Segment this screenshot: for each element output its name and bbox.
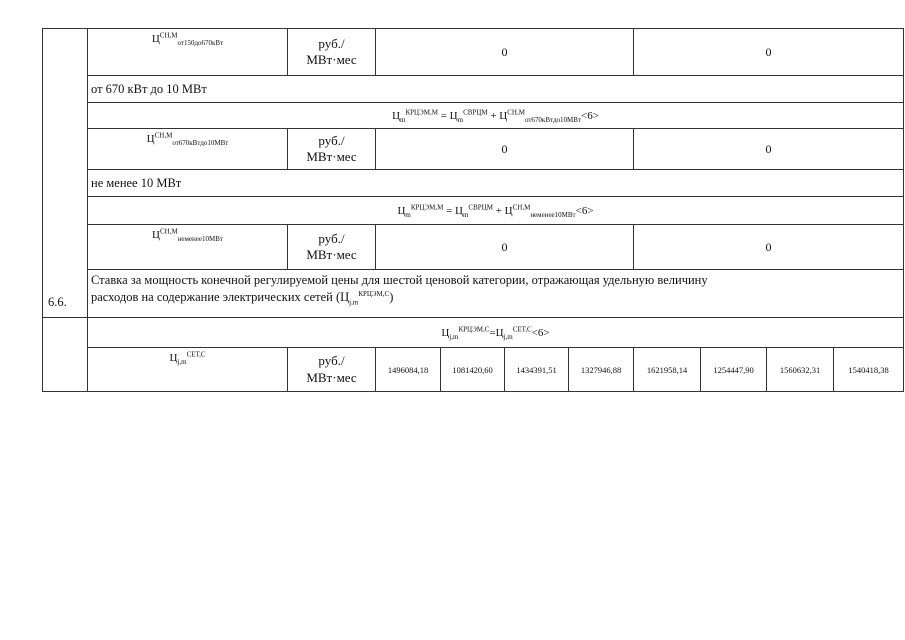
indicator-symbol: $Ц^{СН,М}_{неменее10МВт}$ <box>88 225 288 270</box>
value-cell: 0 <box>634 225 904 270</box>
section-label: от 670 кВт до 10 МВт <box>88 76 904 103</box>
indicator-symbol: $Ц_{j,m}^{СЕТ,С}$ <box>88 348 288 392</box>
row-number-cell <box>43 318 88 392</box>
table-row <box>43 29 904 76</box>
value-cell: 1081420,60 <box>441 348 505 392</box>
value-cell: 0 <box>376 29 634 76</box>
formula: $Ц_m^{КРЦЭМ,М} = Ц_m^{СВРЦМ} + Ц^{СН,М}_{от670кВтдо10МВт}<6>$ <box>88 103 904 129</box>
value-cell: 1540418,38 <box>834 348 904 392</box>
table-row <box>43 197 904 225</box>
value-cell: 1621958,14 <box>634 348 701 392</box>
formula: $Ц_m^{КРЦЭМ,М} = Ц_m^{СВРЦМ} + Ц^{СН,М}_{неменее10МВт}<6>$ <box>88 197 904 225</box>
value-cell: 0 <box>634 129 904 170</box>
value-cell: 1254447,90 <box>701 348 767 392</box>
unit-cell: руб./ МВт·мес <box>288 225 376 270</box>
value-cell: 1434391,51 <box>505 348 569 392</box>
table-row <box>43 76 904 103</box>
section-label: не менее 10 МВт <box>88 170 904 197</box>
value-cell: 0 <box>376 225 634 270</box>
row-number-cell <box>43 29 88 318</box>
value-cell: 0 <box>634 29 904 76</box>
value-cell: 1560632,31 <box>767 348 834 392</box>
formula: $Ц_{j,m}^{КРЦЭМ,С}=Ц_{j,m}^{СЕТ,С}<6>$ <box>88 318 904 348</box>
unit-cell: руб./ МВт·мес <box>288 348 376 392</box>
table-row <box>43 103 904 129</box>
value-cell: 1496084,18 <box>376 348 441 392</box>
value-cell: 0 <box>376 129 634 170</box>
table-row <box>43 170 904 197</box>
indicator-symbol: $Ц^{СН,М}_{от150до670кВт}$ <box>88 29 288 76</box>
indicator-symbol: $Ц^{СН,М}_{от670кВтдо10МВт}$ <box>88 129 288 170</box>
unit-cell: руб./ МВт·мес <box>288 29 376 76</box>
table-row <box>43 129 904 170</box>
value-cell: 1327946,88 <box>569 348 634 392</box>
table-row <box>43 270 904 318</box>
table-row <box>43 348 904 392</box>
table-row <box>43 225 904 270</box>
unit-cell: руб./ МВт·мес <box>288 129 376 170</box>
section-description: Ставка за мощность конечной регулируемой цены для шестой ценовой категории, отражающая удельную величину расходов на содержание электрических сетей $(Ц_{j,m}^{КРЦЭМ,С})$ <box>88 270 904 318</box>
section-number: 6.6. <box>48 295 67 309</box>
table-row <box>43 318 904 348</box>
tariff-table <box>42 28 904 392</box>
